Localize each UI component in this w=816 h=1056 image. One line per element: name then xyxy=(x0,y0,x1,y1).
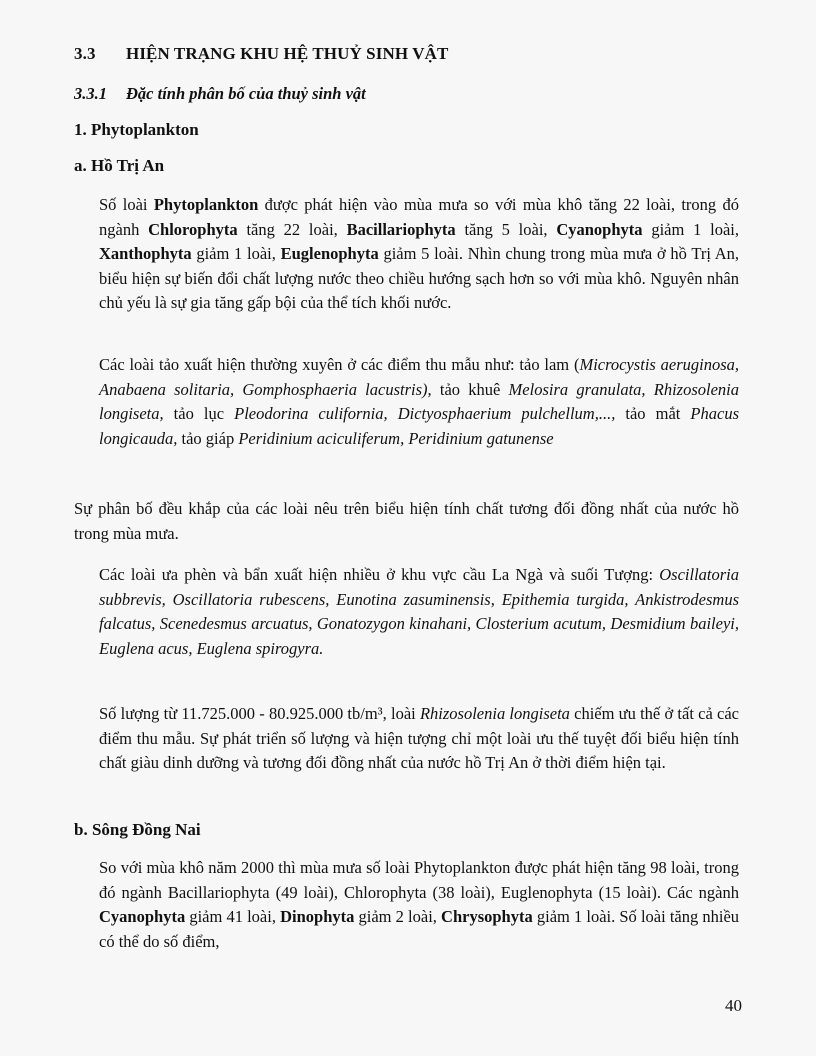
bold-term: Chlorophyta xyxy=(148,219,238,239)
text-run: giảm 1 loài, xyxy=(191,244,281,263)
text-run: tảo mắt xyxy=(615,404,691,423)
text-run: giảm 1 loài. Số loài tăng nhiều có thể do số điểm, xyxy=(99,907,740,951)
text-run: So với mùa khô năm 2000 thì mùa mưa số loài Phytoplankton được phát hiện tăng 98 loài, trong đó ngành Bacillariophyta (49 loài), Chlorophyta (38 loài), Euglenophyta (15 loài). Các ngành xyxy=(99,858,739,902)
bold-term: Chrysophyta xyxy=(441,907,533,926)
text-run: Các loài ưa phèn và bẩn xuất hiện nhiều ở khu vực cầu La Ngà và suối Tượng: xyxy=(99,565,660,584)
species-names: Microcystis aeruginosa, Anabaena solitaria, Gomphosphaeria lacustris), xyxy=(99,355,740,399)
heading-phytoplankton: 1. Phytoplankton xyxy=(74,120,199,139)
text-run: giảm 1 loài, xyxy=(642,219,739,239)
paragraph-common-algae xyxy=(99,353,739,451)
paragraph-distribution: Sự phân bố đều khắp của các loài nêu trên biểu hiện tính chất tương đối đồng nhất của nước hồ trong mùa mưa. xyxy=(74,499,739,543)
bold-term: Dinophyta xyxy=(280,907,355,926)
section-heading xyxy=(74,44,448,64)
paragraph-dong-nai-species xyxy=(99,856,739,954)
bold-term: Cyanophyta xyxy=(99,907,186,926)
text-run: tảo lục xyxy=(163,404,235,423)
heading-ho-tri-an: a. Hồ Trị An xyxy=(74,156,165,175)
text-run: giảm 5 loài. Nhìn chung trong mùa mưa ở hồ Trị An, biểu hiện sự biến đổi chất lượng nước theo chiều hướng sạch hơn so với mùa khô. Nguyên nhân chủ yếu là sự gia tăng gấp bội của thể tích khối nước. xyxy=(99,244,740,312)
paragraph-acid-tolerant-species xyxy=(99,563,739,661)
text-run: Số lượng từ 11.725.000 - 80.925.000 tb/m³, loài xyxy=(99,704,420,723)
section-title: HIỆN TRẠNG KHU HỆ THUỶ SINH VẬT xyxy=(126,44,449,63)
text-run: tảo giáp xyxy=(177,428,239,448)
species-names: Phacus longicauda, xyxy=(99,404,739,448)
bold-term: Xanthophyta xyxy=(99,244,192,263)
species-names: Peridinium aciculiferum, Peridinium gatunense xyxy=(238,428,554,448)
text-run: Số loài xyxy=(99,195,154,214)
bold-term: Bacillariophyta xyxy=(346,219,456,239)
bold-term: Cyanophyta xyxy=(556,219,643,239)
subsection-heading xyxy=(74,84,366,104)
species-names: Melosira granulata, Rhizosolenia longiseta, xyxy=(99,379,740,423)
paragraph-species-count xyxy=(99,193,739,316)
text-run: tảo khuê xyxy=(431,379,509,399)
text-run: Các loài tảo xuất hiện thường xuyên ở các điểm thu mẫu như: tảo lam ( xyxy=(99,355,580,374)
subsection-number: 3.3.1 xyxy=(74,84,107,103)
text-run: tăng 22 loài, xyxy=(237,219,347,239)
text-run: được phát hiện vào mùa mưa so với mùa khô tăng 22 loài, trong đó ngành xyxy=(99,195,739,239)
subsection-title: Đặc tính phân bố của thuỷ sinh vật xyxy=(126,84,366,103)
bold-term: Phytoplankton xyxy=(153,195,259,214)
text-run: tăng 5 loài, xyxy=(455,219,557,239)
paragraph-cell-density xyxy=(99,702,739,776)
heading-song-dong-nai: b. Sông Đồng Nai xyxy=(74,820,201,839)
section-number: 3.3 xyxy=(74,44,96,63)
page-number: 40 xyxy=(725,996,742,1015)
text-run: giảm 41 loài, xyxy=(185,907,281,926)
species-names: Oscillatoria subbrevis, Oscillatoria rubescens, Eunotina zasuminensis, Epithemia turgida, Ankistrodesmus falcatus, Scenedesmus arcuatus, Gonatozygon kinahani, Closterium acutum, Desmidium baileyi, Euglena acus, Euglena spirogyra. xyxy=(99,565,739,658)
bold-term: Euglenophyta xyxy=(280,244,379,263)
species-names: Pleodorina culifornia, Dictyosphaerium pulchellum,..., xyxy=(234,404,616,423)
species-names: Rhizosolenia longiseta xyxy=(419,704,570,723)
text-run: giảm 2 loài, xyxy=(354,907,442,926)
text-run: chiếm ưu thế ở tất cả các điểm thu mẫu. Sự phát triển số lượng và hiện tượng chỉ một loài ưu thế tuyệt đối biểu hiện tính chất giàu dinh dưỡng và tương đối đồng nhất của nước hồ Trị An ở thời điểm hiện tại. xyxy=(99,704,739,772)
